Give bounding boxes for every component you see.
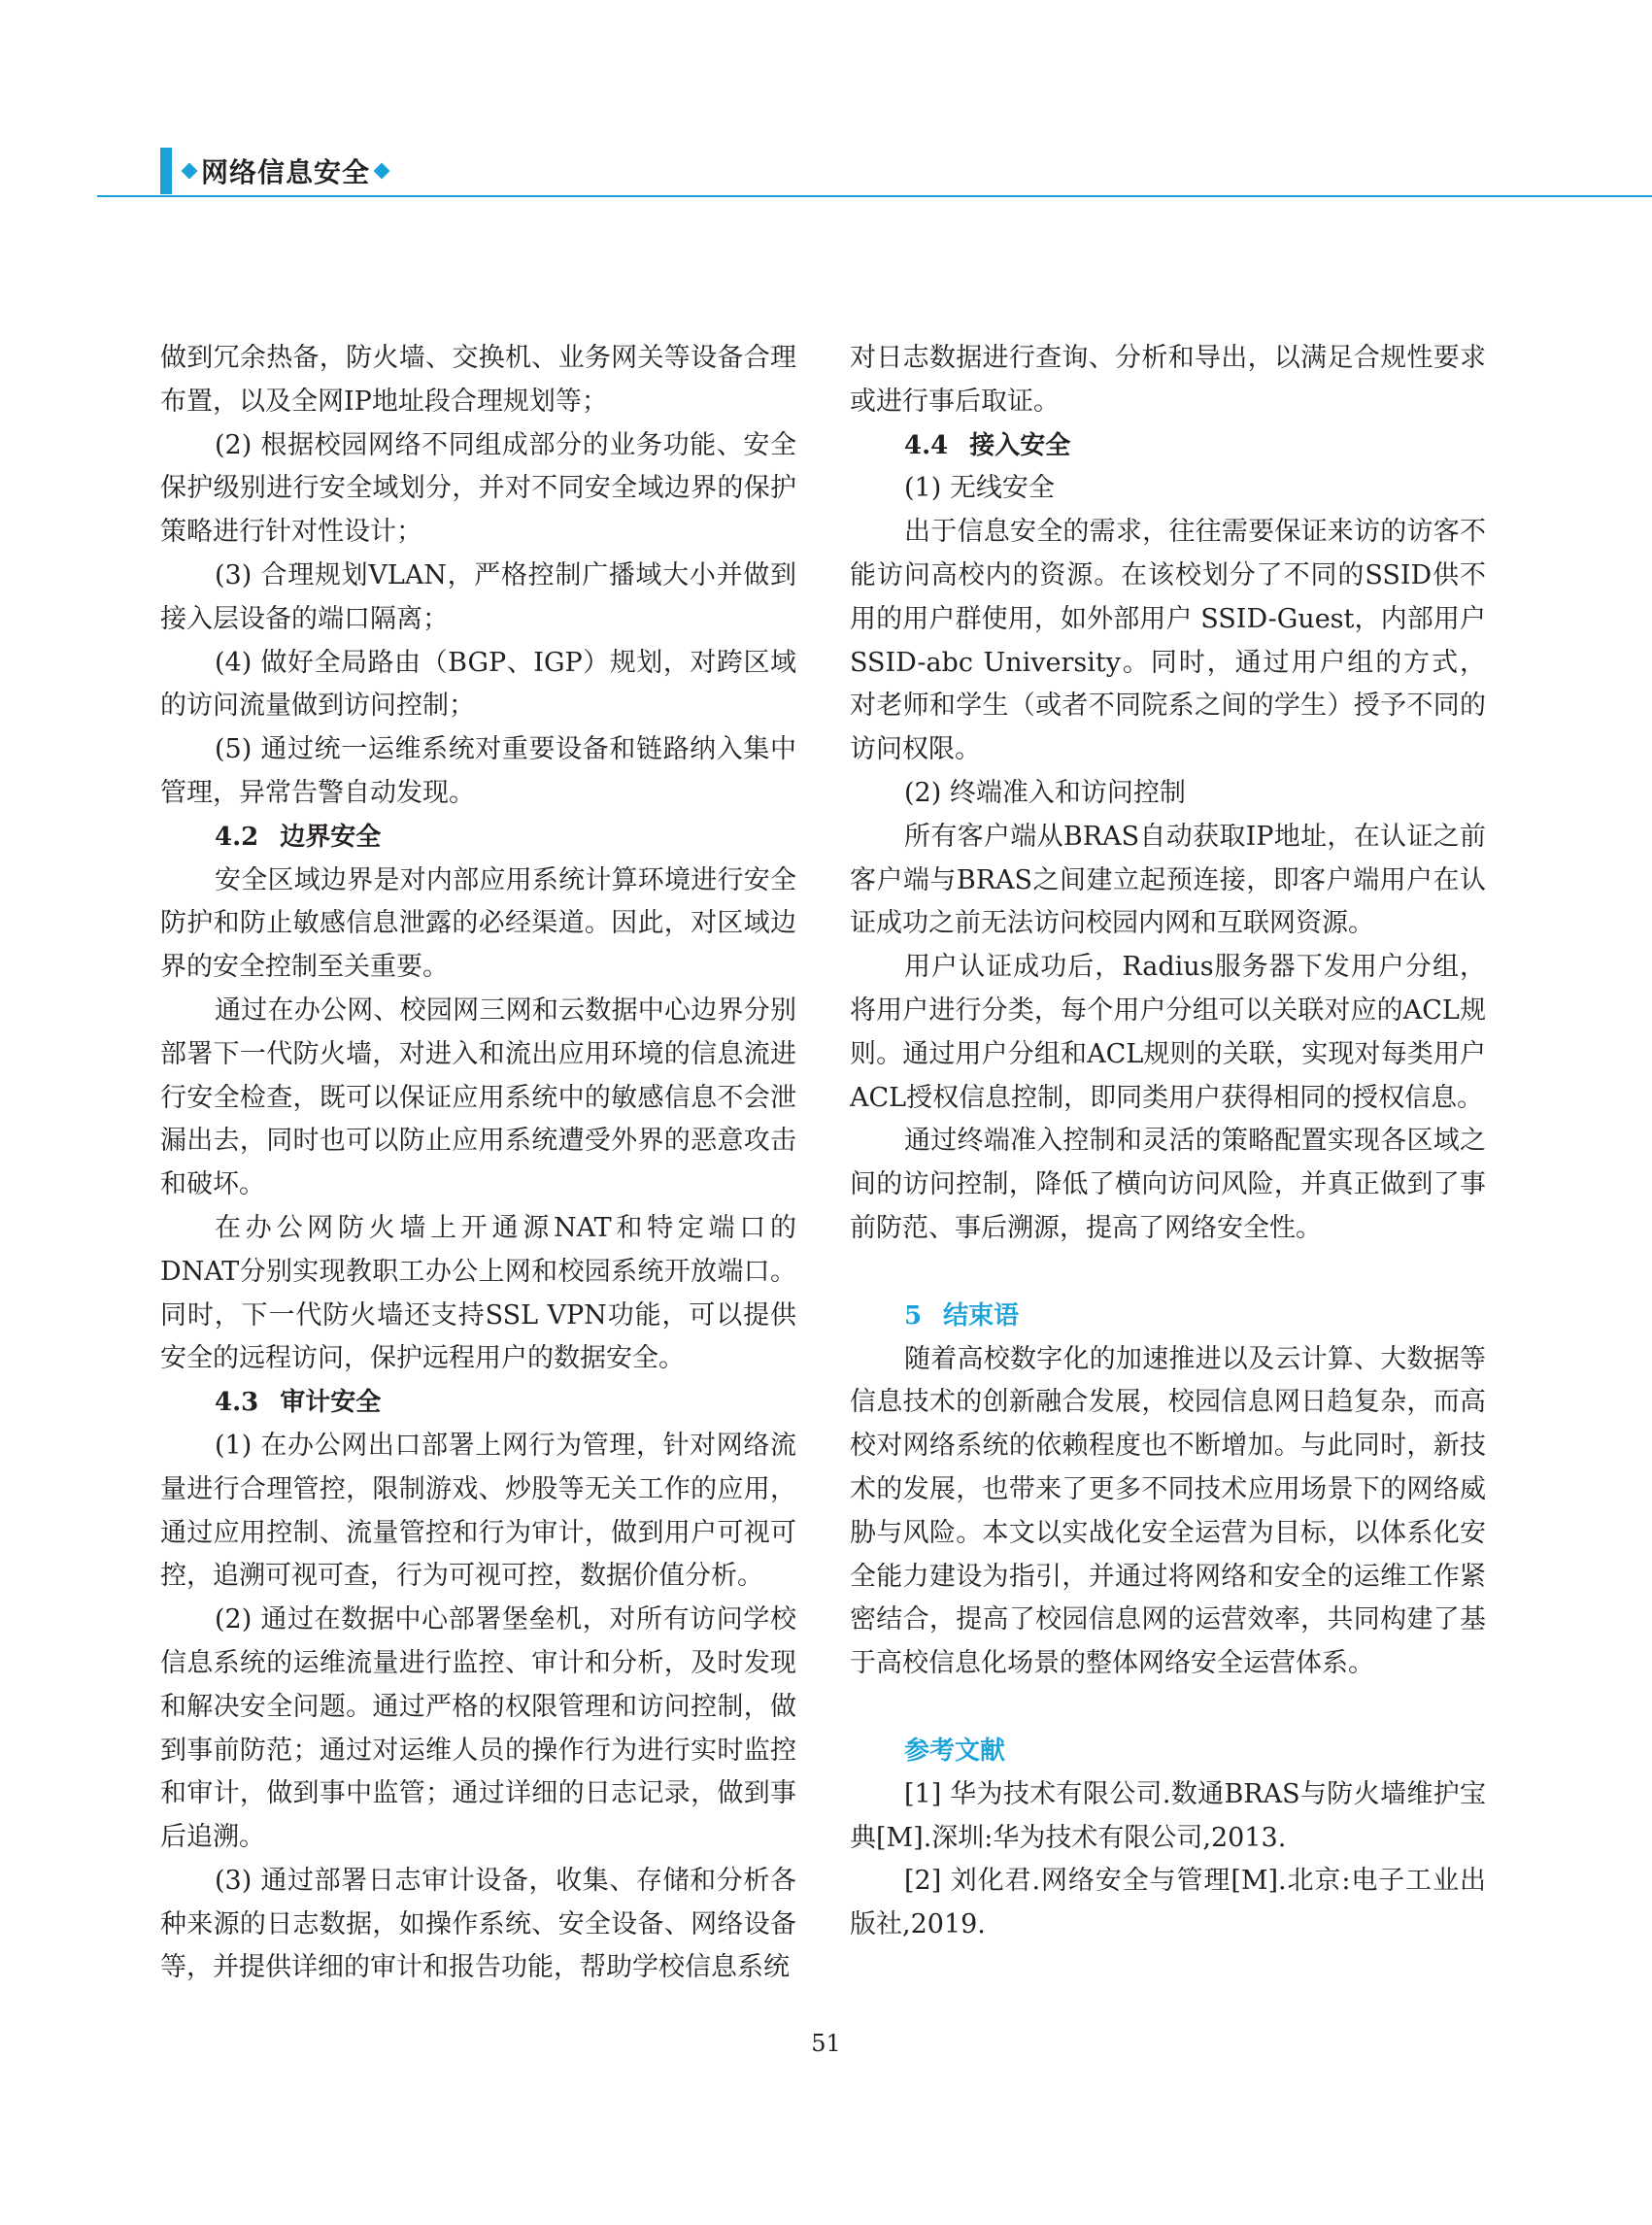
diamond-icon	[374, 163, 390, 180]
paragraph: 通过在办公网、校园网三网和云数据中心边界分别部署下一代防火墙，对进入和流出应用环境的信息流进行安全检查，既可以保证应用系统中的敏感信息不会泄漏出去，同时也可以防止应用系统遭受外界的恶意攻击和破坏。	[160, 995, 796, 1200]
paragraph: (2) 终端准入和访问控制	[904, 777, 1186, 808]
heading-text: 审计安全	[280, 1388, 382, 1418]
left-column	[160, 337, 796, 1990]
paragraph: 通过终端准入控制和灵活的策略配置实现各区域之间的访问控制，降低了横向访问风险，并真正做到了事前防范、事后溯源，提高了网络安全性。	[850, 1126, 1486, 1243]
right-column	[850, 337, 1486, 1947]
paragraph: (1) 在办公网出口部署上网行为管理，针对网络流量进行合理管控，限制游戏、炒股等无关工作的应用，通过应用控制、流量管控和行为审计，做到用户可视可控，追溯可视可查，行为可视可控，数据价值分析。	[160, 1430, 796, 1592]
page-number: 51	[811, 2030, 841, 2057]
paragraph: 对日志数据进行查询、分析和导出，以满足合规性要求或进行事后取证。	[850, 343, 1486, 417]
paragraph: 所有客户端从BRAS自动获取IP地址，在认证之前客户端与BRAS之间建立起预连接，即客户端用户在认证成功之前无法访问校园内网和互联网资源。	[850, 821, 1486, 939]
paragraph: (3) 合理规划VLAN，严格控制广播域大小并做到接入层设备的端口隔离；	[160, 559, 796, 634]
heading-number: 5	[904, 1300, 923, 1331]
paragraph: (1) 无线安全	[904, 473, 1055, 504]
spacer	[850, 1686, 1486, 1730]
section-heading-4-3	[160, 1381, 796, 1425]
paragraph: (5) 通过统一运维系统对重要设备和链路纳入集中管理，异常告警自动发现。	[160, 734, 796, 808]
paragraph: (2) 通过在数据中心部署堡垒机，对所有访问学校信息系统的运维流量进行监控、审计和分析，及时发现和解决安全问题。通过严格的权限管理和访问控制，做到事前防范；通过对运维人员的操作行为进行实时监控和审计，做到事中监管；通过详细的日志记录，做到事后追溯。	[160, 1604, 796, 1853]
header-title: 网络信息安全	[201, 156, 371, 188]
heading-number: 4.4	[904, 430, 949, 460]
heading-text: 接入安全	[969, 430, 1071, 460]
reference-item: [2] 刘化君.网络安全与管理[M].北京:电子工业出版社,2019.	[850, 1866, 1486, 1940]
heading-number: 4.3	[215, 1388, 259, 1418]
header-divider	[97, 195, 1652, 197]
heading-number: 4.2	[215, 822, 259, 852]
section-heading-4-2	[160, 816, 796, 860]
paragraph: 安全区域边界是对内部应用系统计算环境进行安全防护和防止敏感信息泄露的必经渠道。因此，对区域边界的安全控制至关重要。	[160, 864, 796, 983]
spacer	[850, 1251, 1486, 1295]
paragraph: 在办公网防火墙上开通源NAT和特定端口的DNAT分别实现教职工办公上网和校园系统开放端口。同时，下一代防火墙还支持SSL VPN功能，可以提供安全的远程访问，保护远程用户的数据安全。	[160, 1212, 796, 1374]
paragraph: 出于信息安全的需求，往往需要保证来访的访客不能访问高校内的资源。在该校划分了不同的SSID供不用的用户群使用，如外部用户 SSID-Guest，内部用户 SSID-abc University。同时，通过用户组的方式，对老师和学生（或者不同院系之间的学生）授予不同的访问权限。	[850, 517, 1486, 765]
reference-item: [1] 华为技术有限公司.数通BRAS与防火墙维护宝典[M].深圳:华为技术有限公司,2013.	[850, 1778, 1486, 1853]
diamond-icon	[182, 163, 198, 180]
paragraph: (3) 通过部署日志审计设备，收集、存储和分析各种来源的日志数据，如操作系统、安全设备、网络设备等，并提供详细的审计和报告功能，帮助学校信息系统	[160, 1865, 796, 1983]
section-heading-4-4	[850, 424, 1486, 468]
paragraph: 随着高校数字化的加速推进以及云计算、大数据等信息技术的创新融合发展，校园信息网日趋复杂，而高校对网络系统的依赖程度也不断增加。与此同时，新技术的发展，也带来了更多不同技术应用场景下的网络威胁与风险。本文以实战化安全运营为目标，以体系化安全能力建设为指引，并通过将网络和安全的运维工作紧密结合，提高了校园信息网的运营效率，共同构建了基于高校信息化场景的整体网络安全运营体系。	[850, 1343, 1486, 1679]
paragraph: 用户认证成功后，Radius服务器下发用户分组，将用户进行分类，每个用户分组可以关联对应的ACL规则。通过用户分组和ACL规则的关联，实现对每类用户ACL授权信息控制，即同类用户获得相同的授权信息。	[850, 952, 1486, 1113]
heading-text: 边界安全	[280, 822, 382, 852]
paragraph: (2) 根据校园网络不同组成部分的业务功能、安全保护级别进行安全域划分，并对不同安全域边界的保护策略进行针对性设计；	[160, 429, 796, 548]
header-accent-bar	[160, 148, 172, 194]
paragraph: 做到冗余热备，防火墙、交换机、业务网关等设备合理布置，以及全网IP地址段合理规划等；	[160, 343, 796, 417]
section-heading-5	[850, 1295, 1486, 1338]
heading-text: 结束语	[943, 1300, 1020, 1331]
paragraph: (4) 做好全局路由（BGP、IGP）规划，对跨区域的访问流量做到访问控制；	[160, 647, 796, 722]
section-header	[160, 148, 393, 194]
references-heading: 参考文献	[904, 1736, 1006, 1766]
